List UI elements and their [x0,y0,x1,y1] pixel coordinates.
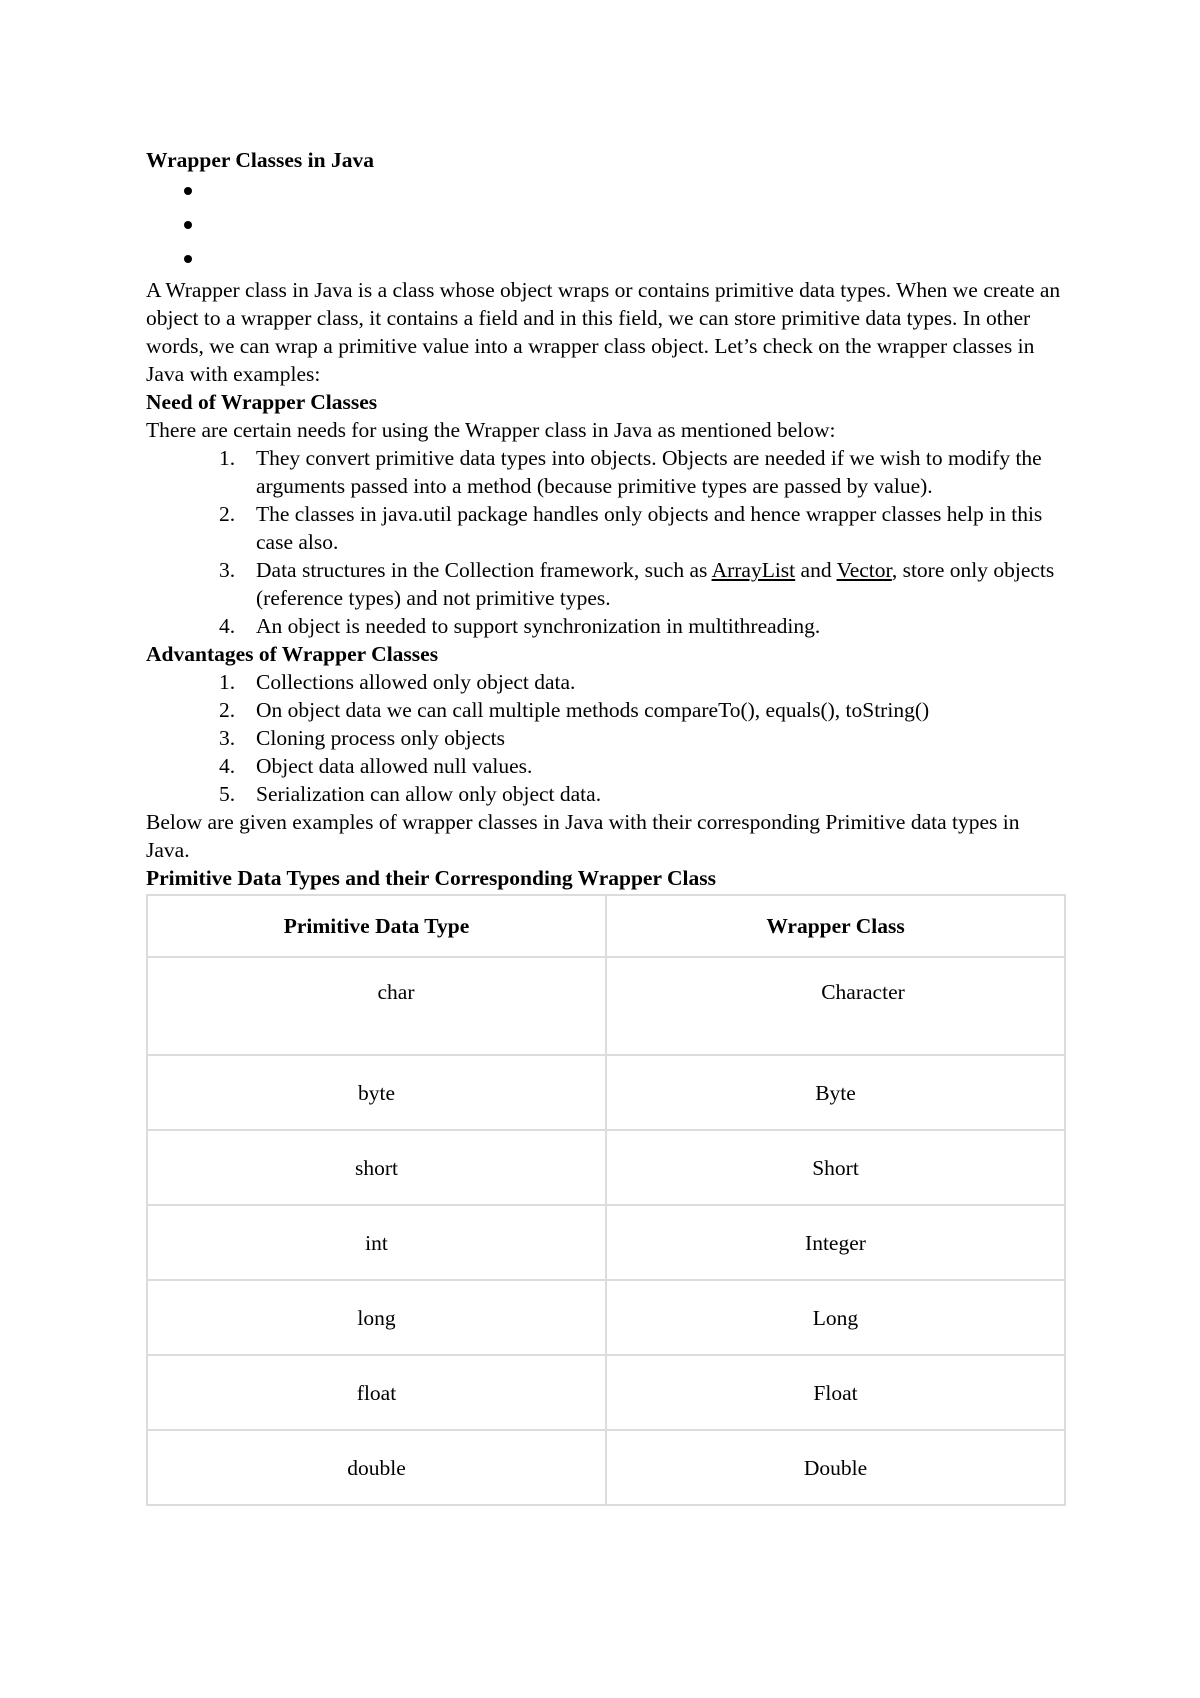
list-item [146,780,1066,808]
page-title: Wrapper Classes in Java [146,148,374,172]
bullet-item [146,174,1066,208]
list-number: 4. [219,614,236,638]
list-text: Collections allowed only object data. [256,670,576,694]
primitive-cell: double [147,1430,606,1505]
list-text: Cloning process only objects [256,726,506,750]
table-row [147,1130,1065,1205]
advantages-list [146,668,1066,808]
list-item [146,724,1066,752]
table-row [147,957,1065,1055]
wrapper-cell: Short [606,1130,1065,1205]
table-row [147,1205,1065,1280]
primitive-cell: long [147,1280,606,1355]
wrapper-cell: Byte [606,1055,1065,1130]
primitive-cell: int [147,1205,606,1280]
list-number: 1. [219,670,236,694]
list-item [146,668,1066,696]
column-header-primitive: Primitive Data Type [147,895,606,957]
list-text-pre: Data structures in the Collection framework, such as [256,558,712,582]
list-text: The classes in java.util package handles only objects and hence wrapper classes help in this case also. [256,502,1043,554]
bullet-item [146,242,1066,276]
list-number: 3. [219,558,236,582]
list-number: 4. [219,754,236,778]
primitive-cell: float [147,1355,606,1430]
wrapper-cell: Double [606,1430,1065,1505]
list-text: On object data we can call multiple methods compareTo(), equals(), toString() [256,698,930,722]
table-row [147,1280,1065,1355]
list-text: An object is needed to support synchronization in multithreading. [256,614,821,638]
empty-bullet-list [146,174,1066,276]
bullet-item [146,208,1066,242]
list-number: 3. [219,726,236,750]
table-row [147,1430,1065,1505]
bullet-dot-icon [184,221,192,229]
document-page [146,146,1066,1506]
advantages-heading: Advantages of Wrapper Classes [146,642,439,666]
table-heading: Primitive Data Types and their Corresponding Wrapper Class [146,866,716,890]
need-lead: There are certain needs for using the Wrapper class in Java as mentioned below: [146,418,836,442]
wrapper-cell: Float [606,1355,1065,1430]
vector-link[interactable]: Vector [836,558,892,582]
list-number: 2. [219,698,236,722]
bullet-dot-icon [184,255,192,263]
table-row [147,1355,1065,1430]
list-text-post: , store only objects (reference types) and not primitive types. [256,558,1055,610]
list-number: 2. [219,502,236,526]
table-header-row [147,895,1065,957]
column-header-wrapper: Wrapper Class [606,895,1065,957]
list-text: They convert primitive data types into objects. Objects are needed if we wish to modify the arguments passed into a method (because primitive types are passed by value). [256,446,1042,498]
intro-paragraph: A Wrapper class in Java is a class whose object wraps or contains primitive data types. When we create an object to a wrapper class, it contains a field and in this field, we can store primitive data types. In other words, we can wrap a primitive value into a wrapper class object. Let’s check on the wrapper classes in Java with examples: [146,278,1061,386]
primitive-cell: char [147,957,606,1055]
list-item [146,696,1066,724]
list-item [146,444,1066,500]
primitive-cell: byte [147,1055,606,1130]
bullet-dot-icon [184,187,192,195]
wrapper-cell: Integer [606,1205,1065,1280]
list-item [146,556,1066,612]
list-text: Object data allowed null values. [256,754,533,778]
examples-lead: Below are given examples of wrapper classes in Java with their corresponding Primitive data types in Java. [146,810,1020,862]
list-item [146,500,1066,556]
list-text: Serialization can allow only object data. [256,782,602,806]
wrapper-cell: Long [606,1280,1065,1355]
primitive-cell: short [147,1130,606,1205]
list-item [146,612,1066,640]
wrapper-table [146,894,1066,1506]
arraylist-link[interactable]: ArrayList [711,558,796,582]
wrapper-cell: Character [606,957,1065,1055]
list-text-mid: and [795,558,837,582]
list-number: 5. [219,782,236,806]
list-item [146,752,1066,780]
need-list [146,444,1066,640]
need-heading: Need of Wrapper Classes [146,390,378,414]
table-row [147,1055,1065,1130]
list-number: 1. [219,446,236,470]
